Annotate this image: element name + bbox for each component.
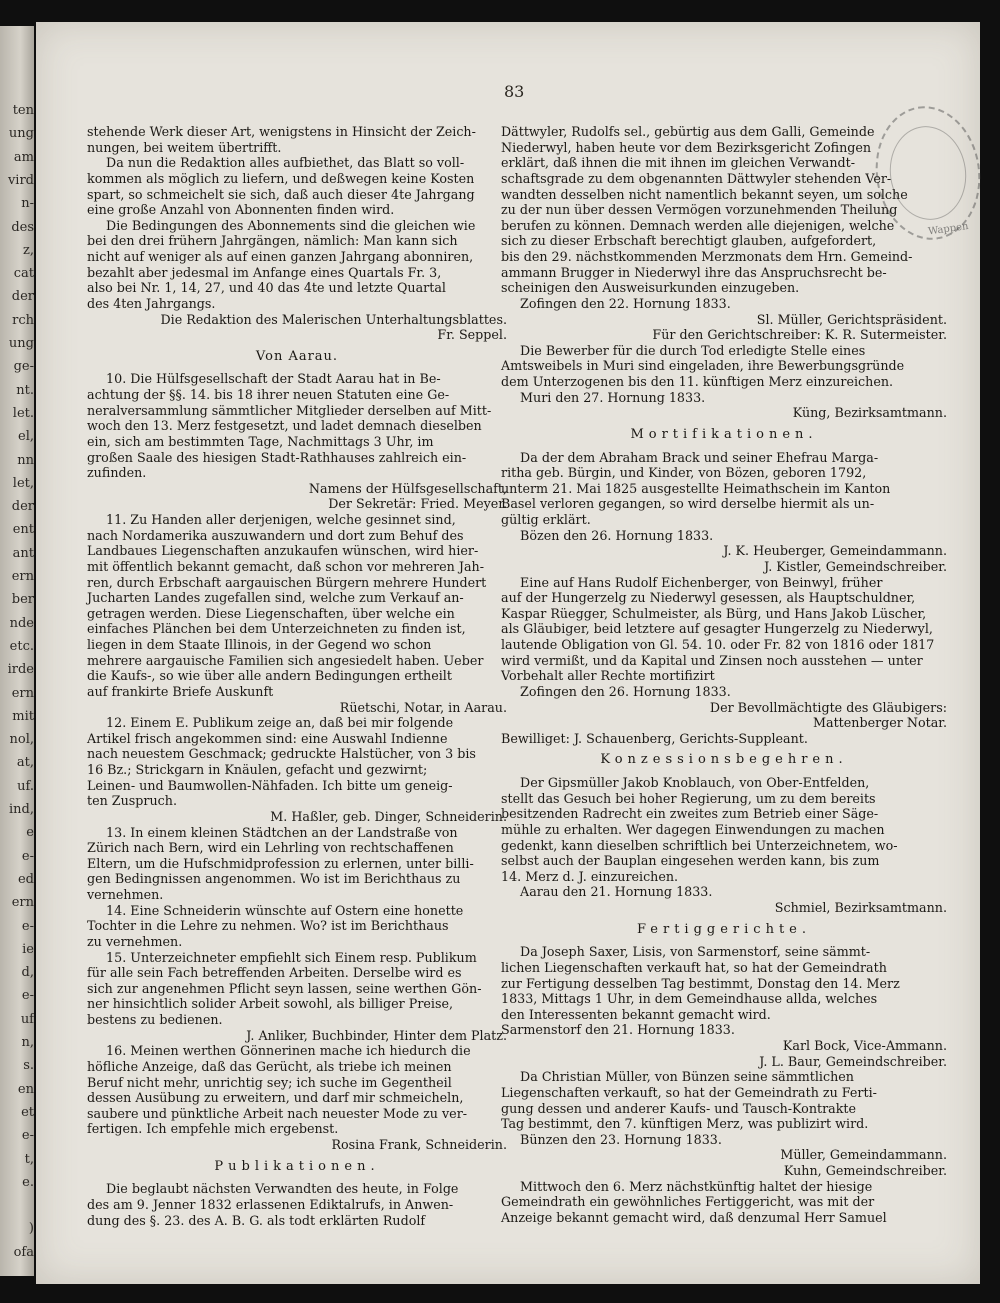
left-page-fragment: e-: [21, 918, 34, 934]
text-line: 12. Einem E. Publikum zeige an, daß bei mir folgende: [106, 715, 454, 731]
text-line: die Kaufs-, so wie über alle andern Bedingungen ertheilt: [87, 668, 452, 684]
left-page-fragment: e: [26, 825, 34, 841]
text-line: gen Bedingnissen angenommen. Wo ist im Berichthaus zu: [87, 871, 461, 887]
signature-line: Müller, Gemeindammann.: [780, 1147, 947, 1163]
left-page-fragment: nol,: [9, 732, 34, 748]
newspaper-page: [36, 22, 980, 1284]
signature-line: Der Sekretär: Fried. Meyer.: [328, 496, 507, 512]
text-line: berufen zu können. Demnach werden alle diejenigen, welche: [501, 217, 895, 233]
text-line: Die Bedingungen des Abonnements sind die gleichen wie: [106, 217, 476, 233]
text-line: bei den drei frühern Jahrgängen, nämlich: Man kann sich: [87, 233, 458, 249]
text-line: nungen, bei weitem übertrifft.: [87, 139, 282, 155]
text-line: gültig erklärt.: [501, 512, 591, 527]
left-page-fragment: ung: [8, 126, 34, 142]
left-page-fragment: ind,: [9, 802, 34, 817]
text-line: Eltern, um die Hufschmidprofession zu erlernen, unter billi-: [87, 855, 474, 871]
left-page-fragment: n-: [21, 196, 34, 212]
text-line: ner hinsichtlich solider Arbeit sowohl, als billiger Preise,: [87, 996, 453, 1012]
text-line: auf der Hungerzelg zu Niederwyl gesessen, als Hauptschuldner,: [501, 590, 916, 606]
signature-line: Für den Gerichtschreiber: K. R. Sutermeister.: [652, 327, 947, 343]
text-line: zu vernehmen.: [87, 933, 183, 949]
text-line: Bünzen den 23. Hornung 1833.: [520, 1131, 722, 1147]
text-line: nach Nordamerika auszuwandern und dort zum Behuf des: [87, 527, 464, 543]
text-line: schaftsgrade zu dem obgenannten Dättwyler stehenden Ver-: [501, 170, 892, 186]
text-line: zufinden.: [87, 465, 147, 481]
text-line: Leinen- und Baumwollen-Nähfaden. Ich bitte um geneig-: [87, 777, 453, 793]
text-line: vernehmen.: [87, 887, 164, 902]
signature-line: J. L. Baur, Gemeindschreiber.: [759, 1053, 947, 1069]
text-line: ten Zuspruch.: [87, 793, 177, 809]
text-line: Da nun die Redaktion alles aufbiethet, das Blatt so voll-: [106, 155, 465, 171]
text-line: selbst auch der Bauplan eingesehen werden kann, bis zum: [501, 853, 880, 869]
text-line: 14. Eine Schneiderin wünschte auf Ostern eine honette: [106, 902, 464, 918]
text-line: 11. Zu Handen aller derjenigen, welche gesinnet sind,: [106, 512, 456, 527]
left-page-fragment: ern: [11, 569, 34, 584]
text-line: gung dessen und anderer Kaufs- und Tausch-Kontrakte: [501, 1100, 857, 1116]
text-line: des 4ten Jahrgangs.: [87, 295, 216, 311]
left-page-fragment: e-: [21, 848, 34, 864]
text-line: den Interessenten bekannt gemacht wird.: [501, 1006, 771, 1022]
left-page-fragment: d,: [21, 965, 34, 981]
left-page-fragment: am: [13, 149, 34, 165]
text-line: ein, sich am bestimmten Tage, Nachmittags 3 Uhr, im: [87, 433, 434, 449]
text-line: wandten desselben nicht namentlich bekannt seyen, um solche: [501, 186, 908, 202]
text-line: ritha geb. Bürgin, und Kinder, von Bözen, geboren 1792,: [501, 465, 867, 481]
text-line: unterm 21. Mai 1825 ausgestellte Heimathschein im Kanton: [501, 480, 891, 496]
text-line: Aarau den 21. Hornung 1833.: [520, 884, 713, 900]
signature-line: J. K. Heuberger, Gemeindammann.: [723, 543, 947, 559]
signature-line: Sl. Müller, Gerichtspräsident.: [756, 311, 947, 327]
left-page-fragment: ent: [12, 522, 34, 538]
signature-line: Die Redaktion des Malerischen Unterhaltungsblattes.: [160, 311, 507, 327]
text-line: zu der nun über dessen Vermögen vorzunehmenden Theilung: [501, 202, 898, 218]
text-line: Amtsweibels in Muri sind eingeladen, ihre Bewerbungsgründe: [501, 358, 905, 374]
text-line: Da Joseph Saxer, Lisis, von Sarmenstorf, seine sämmt-: [520, 944, 871, 960]
left-page-fragment: cat: [13, 266, 34, 282]
left-page-fragment: nt.: [16, 382, 34, 398]
text-line: dung des §. 23. des A. B. G. als todt erklärten Rudolf: [87, 1212, 426, 1228]
text-line: als Gläubiger, beid letztere auf gesagter Hungerzelg zu Niederwyl,: [501, 621, 933, 637]
signature-line: Fr. Seppel.: [437, 327, 507, 343]
section-heading: Konzessionsbegehren.: [600, 752, 848, 768]
text-line: ammann Brugger in Niederwyl ihre das Anspruchsrecht be-: [501, 264, 887, 280]
left-page-fragment: e-: [21, 988, 34, 1004]
text-line: besitzenden Radrecht ein zweites zum Betrieb einer Säge-: [501, 806, 879, 822]
text-line: Gemeindrath ein gewöhnliches Fertiggericht, was mit der: [501, 1194, 875, 1210]
left-page-fragment: irde: [7, 662, 34, 678]
text-line: Vorbehalt aller Rechte mortifizirt: [501, 668, 715, 684]
left-page-fragment: ofa: [13, 1244, 34, 1260]
text-line: erklärt, daß ihnen die mit ihnen im gleichen Verwandt-: [501, 155, 856, 171]
left-page-fragment: s.: [23, 1058, 34, 1074]
signature-line: J. Anliker, Buchbinder, Hinter dem Platz.: [246, 1027, 507, 1043]
text-line: lichen Liegenschaften verkauft hat, so hat der Gemeindrath: [501, 959, 887, 975]
text-line: Niederwyl, haben heute vor dem Bezirksgericht Zofingen: [501, 139, 872, 155]
text-line: Zofingen den 26. Hornung 1833.: [520, 683, 731, 699]
left-page-fragment: mit: [12, 708, 34, 724]
text-line: spart, so schmeichelt sie sich, daß auch dieser 4te Jahrgang: [87, 186, 475, 202]
text-line: Liegenschaften verkauft, so hat der Gemeindrath zu Ferti-: [501, 1084, 877, 1100]
left-page-fragment: nde: [9, 615, 34, 631]
left-page-fragment: ): [28, 1221, 34, 1237]
text-line: Dättwyler, Rudolfs sel., gebürtig aus dem Galli, Gemeinde: [501, 124, 875, 139]
text-line: Zürich nach Bern, wird ein Lehrling von rechtschaffenen: [87, 840, 454, 856]
left-page-fragment: ed: [17, 871, 34, 887]
text-line: sich zu dieser Erbschaft berechtigt glauben, aufgefordert,: [501, 233, 877, 249]
signature-line: Der Bevollmächtigte des Gläubigers:: [709, 699, 947, 715]
left-page-fragment: ern: [11, 895, 34, 911]
text-line: bis den 29. nächstkommenden Merzmonats dem Hrn. Gemeind-: [501, 249, 913, 264]
text-line: sich zur angenehmen Pflicht seyn lassen, seine werthen Gön-: [87, 980, 482, 996]
text-line: Die Bewerber für die durch Tod erledigte Stelle eines: [520, 342, 866, 358]
text-line: mit öffentlich bekannt gemacht, daß schon vor mehreren Jah-: [87, 558, 484, 574]
text-line: Bewilliget: J. Schauenberg, Gerichts-Suppleant.: [501, 730, 808, 746]
text-line: 15. Unterzeichneter empfiehlt sich Einem resp. Publikum: [106, 949, 477, 965]
text-line: Zofingen den 22. Hornung 1833.: [520, 295, 731, 311]
text-line: einfaches Plänchen bei dem Unterzeichneten zu finden ist,: [87, 621, 466, 637]
text-line: Basel verloren gegangen, so wird derselbe hiermit als un-: [501, 496, 875, 512]
text-line: dessen Ausübung zu erweitern, und darf mir schmeicheln,: [87, 1090, 464, 1106]
left-page-fragment: des: [11, 219, 34, 235]
left-page-fragment: e.: [22, 1174, 34, 1190]
text-line: mehrere aargauische Familien sich angesiedelt haben. Ueber: [87, 652, 484, 668]
text-line: Sarmenstorf den 21. Hornung 1833.: [501, 1022, 735, 1038]
text-line: 14. Merz d. J. einzureichen.: [501, 868, 679, 884]
text-line: bezahlt aber jedesmal im Anfange eines Quartals Fr. 3,: [87, 264, 442, 280]
section-heading: Fertiggerichte.: [636, 921, 811, 937]
text-line: des am 9. Jenner 1832 erlassenen Ediktalrufs, in Anwen-: [87, 1196, 454, 1212]
text-line: Da Christian Müller, von Bünzen seine sämmtlichen: [520, 1069, 854, 1085]
left-page-fragment: ern: [11, 685, 34, 701]
text-line: scheinigen den Ausweisurkunden einzugeben.: [501, 280, 800, 296]
text-line: neralversammlung sämmtlicher Mitglieder derselben auf Mitt-: [87, 402, 492, 418]
left-page-fragment: ant: [12, 545, 34, 561]
text-line: 16. Meinen werthen Gönnerinen mache ich hiedurch die: [106, 1043, 471, 1059]
signature-line: Küng, Bezirksamtmann.: [792, 405, 947, 421]
left-page-fragment: etc.: [9, 638, 34, 654]
left-page-fragment: ie: [22, 941, 34, 957]
text-line: Anzeige bekannt gemacht wird, daß denzumal Herr Samuel: [501, 1209, 887, 1225]
text-line: dem Unterzogenen bis den 11. künftigen Merz einzureichen.: [501, 374, 894, 389]
left-page-fragment: n,: [21, 1035, 34, 1050]
left-page-fragment: e-: [21, 1128, 34, 1144]
left-page-fragment: ung: [8, 336, 34, 351]
text-line: stehende Werk dieser Art, wenigstens in Hinsicht der Zeich-: [87, 124, 476, 139]
text-line: gedenkt, kann dieselben schriftlich bei Unterzeichnetem, wo-: [501, 837, 898, 853]
text-line: Der Gipsmüller Jakob Knoblauch, von Ober-Entfelden,: [520, 775, 870, 790]
text-line: Eine auf Hans Rudolf Eichenberger, von Beinwyl, früher: [520, 574, 883, 590]
text-line: kommen als möglich zu liefern, und deßwegen keine Kosten: [87, 170, 475, 186]
left-page-fragment: el,: [18, 429, 34, 445]
text-line: Landbaues Liegenschaften anzukaufen wünschen, wird hier-: [87, 543, 479, 559]
text-line: nach neuestem Geschmack; gedruckte Halstücher, von 3 bis: [87, 746, 476, 762]
text-line: Mittwoch den 6. Merz nächstkünftig haltet der hiesige: [520, 1178, 873, 1194]
stamp-text: Wappen: [927, 220, 970, 238]
text-line: Da der dem Abraham Brack und seiner Ehefrau Marga-: [520, 449, 879, 465]
left-column: [87, 124, 507, 1228]
text-line: Die beglaubt nächsten Verwandten des heute, in Folge: [106, 1181, 459, 1197]
text-line: Tochter in die Lehre zu nehmen. Wo? ist im Berichthaus: [87, 918, 449, 934]
section-heading: Mortifikationen.: [630, 426, 818, 442]
text-line: mühle zu erhalten. Wer dagegen Einwendungen zu machen: [501, 821, 885, 837]
text-line: höfliche Anzeige, daß das Gerücht, als triebe ich meinen: [87, 1058, 452, 1074]
text-line: Artikel frisch angekommen sind: eine Auswahl Indienne: [87, 730, 448, 746]
signature-line: J. Kistler, Gemeindschreiber.: [764, 558, 947, 574]
signature-line: Rüetschi, Notar, in Aarau.: [339, 699, 507, 715]
text-line: für alle sein Fach betreffenden Arbeiten. Derselbe wird es: [87, 965, 462, 981]
text-line: achtung der §§. 14. bis 18 ihrer neuen Statuten eine Ge-: [87, 387, 450, 402]
left-page-fragment: et: [21, 1104, 34, 1120]
text-line: bestens zu bedienen.: [87, 1012, 223, 1027]
left-page-fragment: t,: [24, 1151, 34, 1167]
text-line: Beruf nicht mehr, unrichtig sey; ich suche im Gegentheil: [87, 1074, 452, 1090]
left-page-fragment: z,: [23, 242, 34, 258]
signature-line: Schmiel, Bezirksamtmann.: [774, 900, 947, 915]
text-line: eine große Anzahl von Abonnenten finden wird.: [87, 202, 395, 218]
left-page-fragment: ten: [12, 103, 34, 118]
signature-line: M. Haßler, geb. Dinger, Schneiderin.: [270, 808, 507, 824]
text-line: 16 Bz.; Strickgarn in Knäulen, gefacht und gezwirnt;: [87, 762, 428, 777]
text-line: Jucharten Landes zugefallen sind, welche zum Verkauf an-: [87, 590, 464, 606]
left-page-fragment: en: [17, 1081, 34, 1097]
left-page-fragment: ge-: [13, 359, 34, 375]
right-column: [501, 124, 947, 1226]
text-line: zur Fertigung desselben Tag bestimmt, Donstag den 14. Merz: [501, 975, 900, 991]
left-page-fragment: let,: [12, 475, 34, 491]
signature-line: Mattenberger Notar.: [813, 715, 947, 731]
left-page-edge: [0, 26, 34, 1276]
text-line: 10. Die Hülfsgesellschaft der Stadt Aarau hat in Be-: [106, 371, 441, 387]
left-page-fragment: uf: [20, 1011, 34, 1027]
left-page-fragment: der: [11, 499, 34, 515]
text-line: Kaspar Rüegger, Schulmeister, als Bürg, und Hans Jakob Lüscher,: [501, 605, 927, 621]
text-line: Muri den 27. Hornung 1833.: [520, 389, 706, 405]
left-page-fragment: nn: [17, 452, 34, 468]
page-number: 83: [504, 82, 525, 101]
text-line: stellt das Gesuch bei hoher Regierung, um zu dem bereits: [501, 790, 876, 806]
left-page-fragment: ber: [11, 592, 34, 608]
left-page-fragment: vird: [7, 172, 34, 188]
text-line: liegen in dem Staate Illinois, in der Gegend wo schon: [87, 637, 432, 652]
left-page-fragment: uf.: [17, 778, 34, 794]
text-line: 1833, Mittags 1 Uhr, in dem Gemeindhause allda, welches: [501, 991, 878, 1007]
text-line: lautende Obligation von Gl. 54. 10. oder Fr. 82 von 1816 oder 1817: [501, 637, 935, 652]
section-heading: Publikationen.: [214, 1158, 380, 1174]
text-line: nicht auf weniger als auf einen ganzen Jahrgang abonniren,: [87, 249, 474, 264]
text-line: großen Saale des hiesigen Stadt-Rathhauses zahlreich ein-: [87, 449, 467, 465]
text-line: 13. In einem kleinen Städtchen an der Landstraße von: [106, 824, 458, 840]
text-line: saubere und pünktliche Arbeit nach neuester Mode zu ver-: [87, 1105, 468, 1121]
left-page-fragment: at,: [16, 755, 34, 771]
text-line: Bözen den 26. Hornung 1833.: [520, 527, 714, 543]
text-line: auf frankirte Briefe Auskunft: [87, 683, 274, 699]
text-line: fertigen. Ich empfehle mich ergebenst.: [87, 1121, 339, 1137]
section-heading: Von Aarau.: [255, 348, 339, 364]
text-line: wird vermißt, und da Kapital und Zinsen noch ausstehen — unter: [501, 652, 923, 668]
left-page-fragment: rch: [12, 312, 34, 328]
text-line: Tag bestimmt, den 7. künftigen Merz, was publizirt wird.: [501, 1116, 869, 1132]
left-page-fragment: let.: [12, 405, 34, 421]
signature-line: Rosina Frank, Schneiderin.: [331, 1137, 507, 1152]
text-line: getragen werden. Diese Liegenschaften, über welche ein: [87, 605, 455, 621]
signature-line: Karl Bock, Vice-Ammann.: [782, 1038, 947, 1053]
signature-line: Namens der Hülfsgesellschaft,: [308, 480, 507, 496]
text-line: ren, durch Erbschaft aargauischen Bürgern mehrere Hundert: [87, 574, 487, 590]
text-line: also bei Nr. 1, 14, 27, und 40 das 4te und letzte Quartal: [87, 280, 446, 296]
signature-line: Kuhn, Gemeindschreiber.: [783, 1163, 947, 1178]
left-page-fragment: der: [11, 289, 34, 305]
text-line: woch den 13. Merz festgesetzt, und ladet demnach dieselben: [87, 418, 482, 434]
